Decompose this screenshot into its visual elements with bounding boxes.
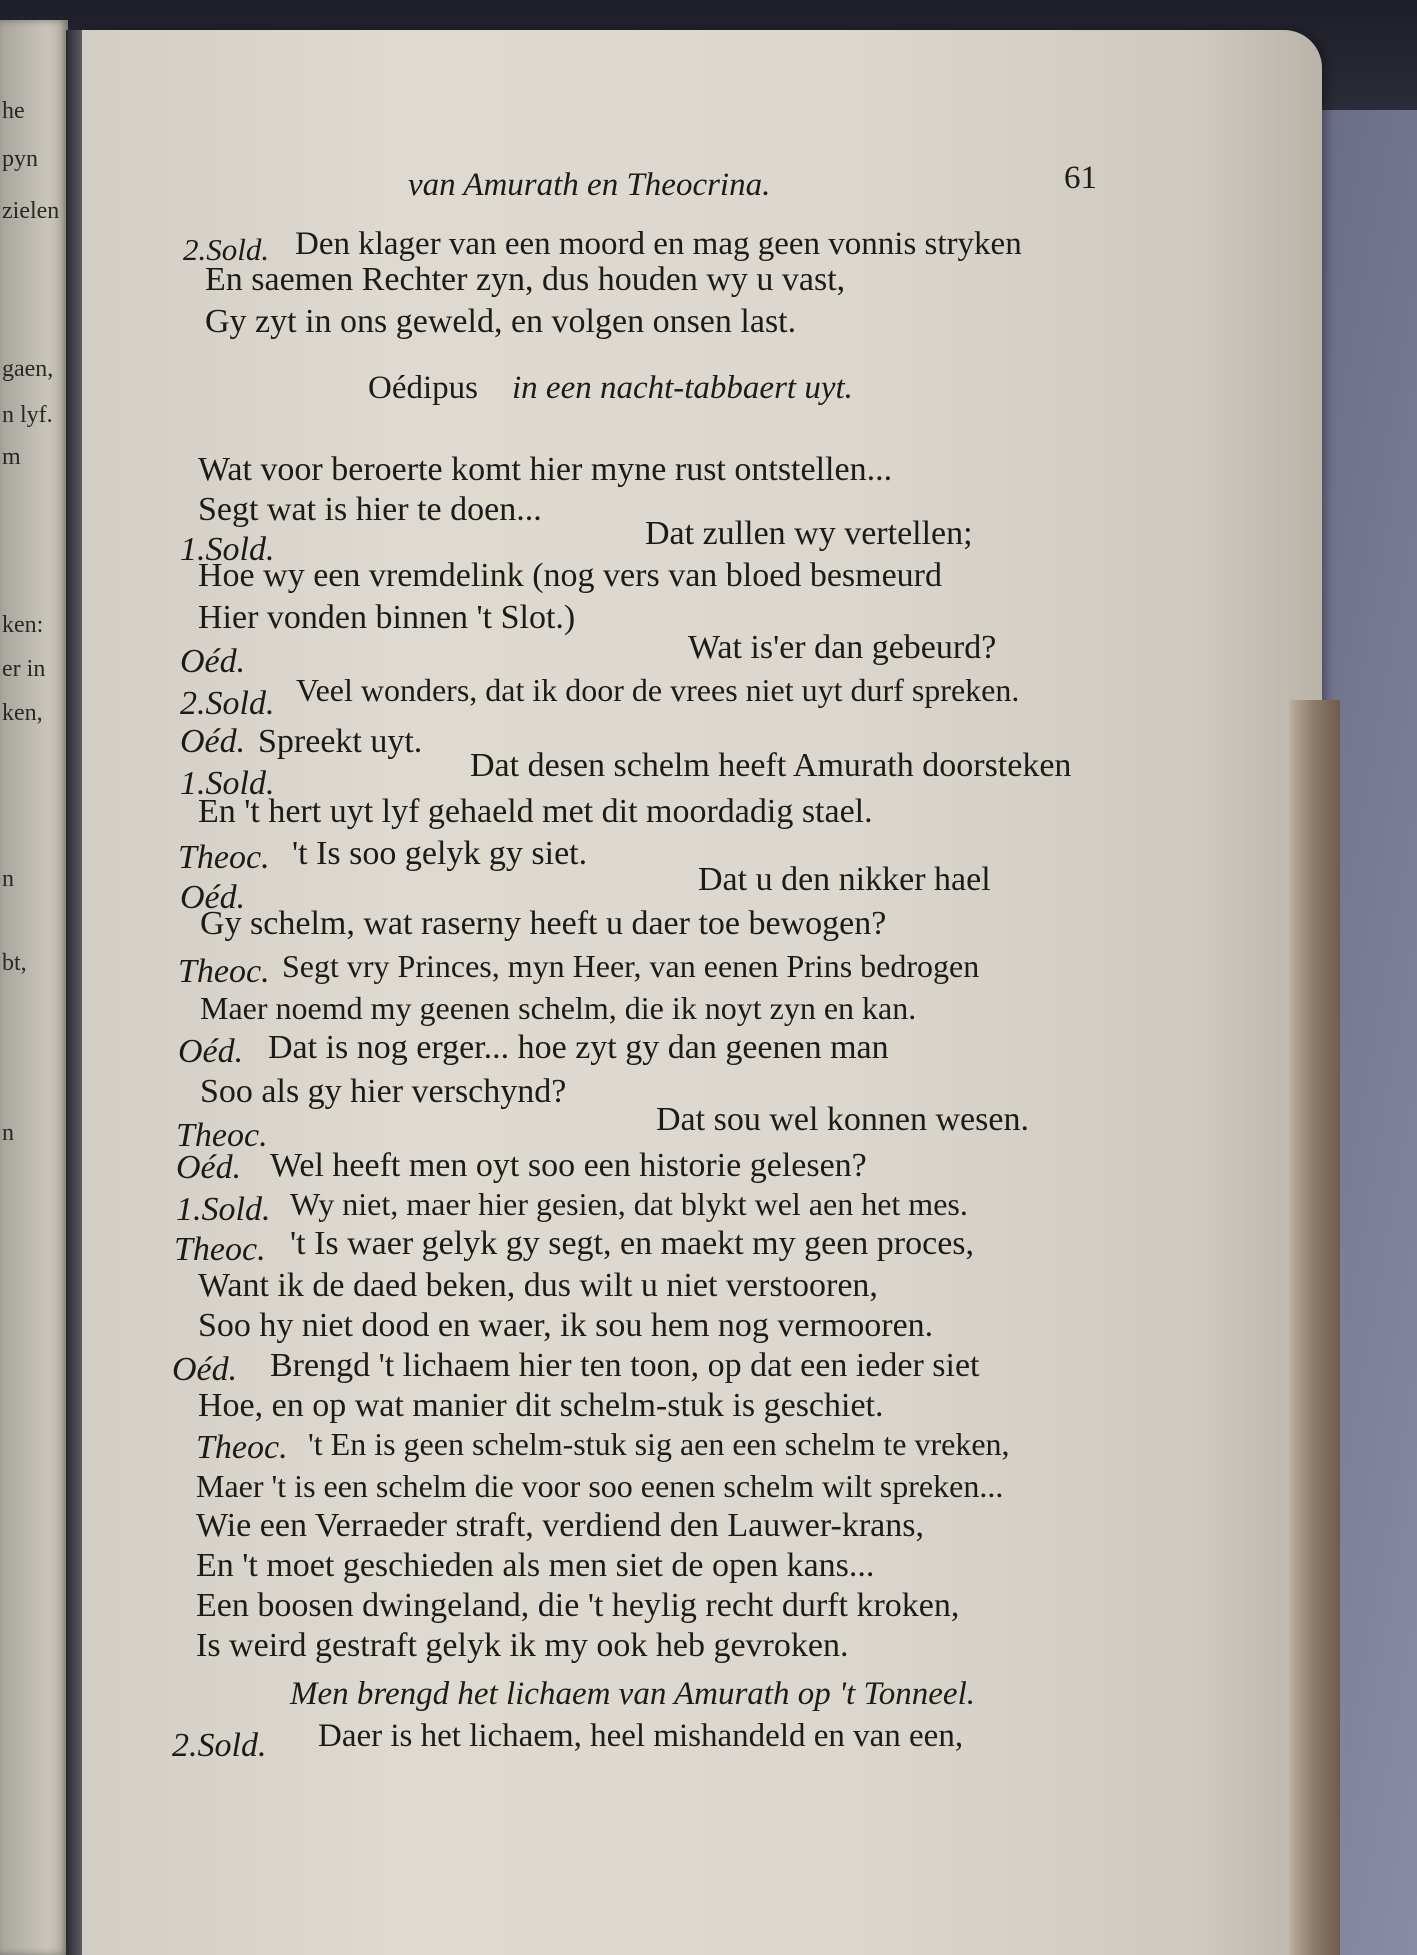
- speaker-label: Theoc.: [174, 1231, 266, 1268]
- verse-line: Dat is nog erger... hoe zyt gy dan geenen man: [268, 1029, 889, 1066]
- stage-character: Oédipus: [368, 370, 478, 406]
- verse-line: Hoe, en op wat manier dit schelm-stuk is geschiet.: [198, 1387, 884, 1424]
- verse-line: Een boosen dwingeland, die 't heylig recht durft kroken,: [196, 1587, 960, 1624]
- verse-line: Hoe wy een vremdelink (nog vers van bloed besmeurd: [198, 557, 942, 594]
- facing-page-fragment: ken,: [2, 700, 43, 726]
- verse-line: Gy zyt in ons geweld, en volgen onsen last.: [205, 303, 797, 340]
- facing-page-fragment: n lyf.: [2, 402, 53, 428]
- verse-line: Gy schelm, wat raserny heeft u daer toe bewogen?: [200, 905, 887, 942]
- verse-line: Maer noemd my geenen schelm, die ik noyt zyn en kan.: [200, 990, 917, 1026]
- verse-line: Dat zullen wy vertellen;: [645, 515, 973, 552]
- speaker-label: 1.Sold.: [180, 765, 275, 802]
- verse-line: Dat desen schelm heeft Amurath doorsteken: [470, 747, 1072, 784]
- verse-line: Soo hy niet dood en waer, ik sou hem nog vermooren.: [198, 1307, 934, 1344]
- verse-line: Maer 't is een schelm die voor soo eenen schelm wilt spreken...: [196, 1468, 1004, 1504]
- verse-line: Segt wat is hier te doen...: [198, 491, 542, 528]
- speaker-label: Theoc.: [176, 1117, 268, 1154]
- verse-line: Wy niet, maer hier gesien, dat blykt wel aen het mes.: [290, 1186, 968, 1222]
- speaker-label: Theoc.: [196, 1429, 288, 1466]
- running-title: van Amurath en Theocrina.: [408, 167, 771, 203]
- verse-line: Daer is het lichaem, heel mishandeld en van een,: [318, 1718, 964, 1754]
- speaker-label: Theoc.: [178, 839, 270, 876]
- speaker-label: Oéd.: [180, 643, 246, 680]
- verse-line: Spreekt uyt.: [258, 723, 423, 760]
- facing-page-fragment: pyn: [2, 146, 38, 172]
- verse-line: Wat is'er dan gebeurd?: [688, 629, 997, 666]
- verse-line: Dat u den nikker hael: [698, 861, 991, 898]
- speaker-label: Oéd.: [176, 1149, 242, 1186]
- verse-line: Veel wonders, dat ik door de vrees niet uyt durf spreken.: [296, 672, 1020, 708]
- verse-line: 't Is waer gelyk gy segt, en maekt my geen proces,: [290, 1225, 975, 1262]
- speaker-label: Oéd.: [180, 879, 246, 916]
- verse-line: En 't hert uyt lyf gehaeld met dit moordadig stael.: [198, 793, 873, 830]
- facing-page-fragment: n: [2, 866, 14, 892]
- speaker-label: Oéd.: [172, 1351, 238, 1388]
- facing-page-fragment: er in: [2, 656, 46, 682]
- verse-line: Soo als gy hier verschynd?: [200, 1073, 567, 1110]
- speaker-label: 2.Sold.: [180, 685, 275, 722]
- verse-line: Want ik de daed beken, dus wilt u niet verstooren,: [198, 1267, 878, 1304]
- verse-line: 't En is geen schelm-stuk sig aen een schelm te vreken,: [308, 1426, 1010, 1462]
- page-number: 61: [1064, 160, 1097, 196]
- speaker-label: Theoc.: [178, 953, 270, 990]
- verse-line: Dat sou wel konnen wesen.: [656, 1101, 1029, 1138]
- verse-line: Segt vry Princes, myn Heer, van eenen Prins bedrogen: [282, 948, 980, 984]
- verse-line: Wat voor beroerte komt hier myne rust ontstellen...: [198, 451, 893, 488]
- facing-page-fragment: zielen: [2, 198, 60, 224]
- stage-direction: Men brengd het lichaem van Amurath op 't Tonneel.: [290, 1676, 975, 1712]
- speaker-label: 2.Sold.: [183, 232, 270, 267]
- verse-line: Brengd 't lichaem hier ten toon, op dat een ieder siet: [270, 1347, 980, 1384]
- stage-direction: in een nacht-tabbaert uyt.: [512, 370, 853, 406]
- facing-page-fragment: gaen,: [2, 356, 54, 382]
- facing-page-fragment: bt,: [2, 950, 27, 976]
- speaker-label: Oéd.: [178, 1033, 244, 1070]
- speaker-label: 1.Sold.: [176, 1191, 271, 1228]
- facing-page-fragment: he: [2, 98, 25, 124]
- verse-line: Is weird gestraft gelyk ik my ook heb gevroken.: [196, 1627, 849, 1664]
- speaker-label: 2.Sold.: [172, 1727, 267, 1764]
- facing-page-fragment: n: [2, 1120, 14, 1146]
- verse-line: Wel heeft men oyt soo een historie gelesen?: [270, 1147, 867, 1184]
- verse-line: Den klager van een moord en mag geen vonnis stryken: [295, 226, 1022, 262]
- speaker-label: Oéd.: [180, 723, 246, 760]
- verse-line: 't Is soo gelyk gy siet.: [292, 835, 588, 872]
- verse-line: En saemen Rechter zyn, dus houden wy u vast,: [205, 261, 846, 298]
- verse-line: En 't moet geschieden als men siet de open kans...: [196, 1547, 875, 1584]
- verse-line: Wie een Verraeder straft, verdiend den Lauwer-krans,: [196, 1507, 924, 1544]
- speaker-label: 1.Sold.: [180, 531, 275, 568]
- facing-page-fragment: m: [2, 444, 21, 470]
- verse-line: Hier vonden binnen 't Slot.): [198, 599, 576, 636]
- facing-page-fragment: ken:: [2, 612, 44, 638]
